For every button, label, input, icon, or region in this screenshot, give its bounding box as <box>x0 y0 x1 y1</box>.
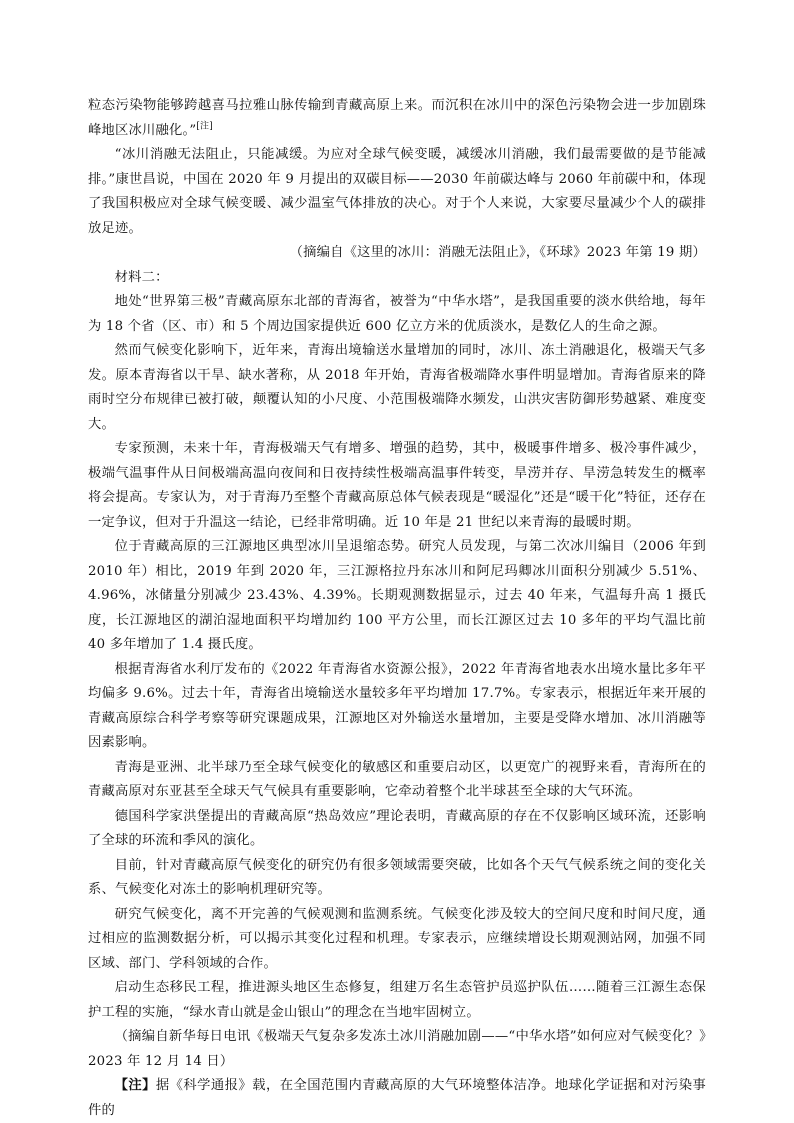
material-2-label: 材料二： <box>114 269 169 285</box>
footnote <box>88 1074 706 1123</box>
paragraph-china-water-tower: 地处“世界第三极”青藏高原东北部的青海省，被誉为“中华水塔”，是我国重要的淡水供给地，每年为 18 个省（区、市）和 5 个周边国家提供近 600 亿立方米的优质淡水，是数亿人的生命之源。 <box>88 294 706 334</box>
paragraph-expert-forecast: 专家预测，未来十年，青海极端天气有增多、增强的趋势，其中，极暖事件增多、极冷事件减少，极端气温事件从日间极端高温向夜间和日夜持续性极端高温事件转变，旱涝并存、旱涝急转发生的概率将会提高。专家认为，对于青海乃至整个青藏高原总体气候表现是“暖湿化”还是“暖干化”特征，还存在一定争议，但对于升温这一结论，已经非常明确。近 10 年是 21 世纪以来青海的最暖时期。 <box>88 441 706 530</box>
paragraph-climate-impact: 然而气候变化影响下，近年来，青海出境输送水量增加的同时，冰川、冻土消融退化，极端天气多发。原本青海省以干旱、缺水著称，从 2018 年开始，青海省极端降水事件明显增加。青海省原来的降雨时空分布规律已被打破，颠覆认知的小尺度、小范围极端降水频发，山洪灾害防御形势越紧、难度变大。 <box>88 343 706 432</box>
footnote-marker: [注] <box>196 121 213 132</box>
paragraph-heat-island: 德国科学家洪堡提出的青藏高原“热岛效应”理论表明，青藏高原的存在不仅影响区域环流，还影响了全球的环流和季风的演化。 <box>88 808 706 848</box>
paragraph-ecological-migration: 启动生态移民工程，推进源头地区生态修复，组建万名生态管护员巡护队伍……随着三江源生态保护工程的实施，“绿水青山就是金山银山”的理念在当地牢固树立。 <box>88 980 706 1020</box>
paragraph-text: 粒态污染物能够跨越喜马拉雅山脉传输到青藏高原上来。而沉积在冰川中的深色污染物会进一步加剧珠峰地区冰川融化。” <box>88 98 706 138</box>
source-citation-1: （摘编自《这里的冰川：消融无法阻止》，《环球》2023 年第 19 期） <box>289 245 706 260</box>
paragraph-glacier-retreat: 位于青藏高原的三江源地区典型冰川呈退缩态势。研究人员发现，与第二次冰川编目（2006 年到 2010 年）相比，2019 年到 2020 年，三江源格拉丹东冰川和阿尼玛卿冰川面积分别减少 5.51%、4.96%，冰储量分别减少 23.43%、4.39%。长期观测数据显示，过去 40 年来，气温每升高 1 摄氏度，长江源地区的湖泊湿地面积平均增加约 100 平方公里，而长江源区过去 10 多年的平均气温比前 40 多年增加了 1.4 摄氏度。 <box>88 539 706 652</box>
footnote-text: 据《科学通报》载，在全国范围内青藏高原的大气环境整体洁净。地球化学证据和对污染事件的 <box>88 1078 706 1118</box>
document-body <box>88 94 706 1123</box>
paragraph-water-report: 根据青海省水利厅发布的《2022 年青海省水资源公报》，2022 年青海省地表水出境水量比多年平均偏多 9.6%。过去十年，青海省出境输送水量较多年平均增加 17.7%。专家表示，根据近年来开展的青藏高原综合科学考察等研究课题成果，江源地区对外输送水量增加，主要是受降水增加、冰川消融等因素影响。 <box>88 661 706 750</box>
paragraph-sensitive-region: 青海是亚洲、北半球乃至全球气候变化的敏感区和重要启动区，以更宽广的视野来看，青海所在的青藏高原对东亚甚至全球天气气候具有重要影响，它牵动着整个北半球甚至全球的大气环流。 <box>88 759 706 799</box>
paragraph-monitoring: 研究气候变化，离不开完善的气候观测和监测系统。气候变化涉及较大的空间尺度和时间尺度，通过相应的监测数据分析，可以揭示其变化过程和机理。专家表示，应继续增设长期观测站网，加强不同区域、部门、学科领域的合作。 <box>88 906 706 971</box>
source-citation-2: （摘编自新华每日电讯《极端天气复杂多发冻土冰川消融加剧——“中华水塔”如何应对气候变化？》2023 年 12 月 14 日） <box>88 1029 706 1069</box>
paragraph-quote-kang: “冰川消融无法阻止，只能减缓。为应对全球气候变暖，减缓冰川消融，我们最需要做的是节能减排。”康世昌说，中国在 2020 年 9 月提出的双碳目标——2030 年前碳达峰与 2060 年前碳中和，体现了我国积极应对全球气候变暖、减少温室气体排放的决心。对于个人来说，大家要尽量减少个人的碳排放足迹。 <box>88 147 706 236</box>
footnote-label: 【注】 <box>114 1078 156 1093</box>
paragraph-research-gaps: 目前，针对青藏高原气候变化的研究仍有很多领域需要突破，比如各个天气气候系统之间的变化关系、气候变化对冻土的影响机理研究等。 <box>88 857 706 897</box>
paragraph-continuation <box>88 94 706 143</box>
